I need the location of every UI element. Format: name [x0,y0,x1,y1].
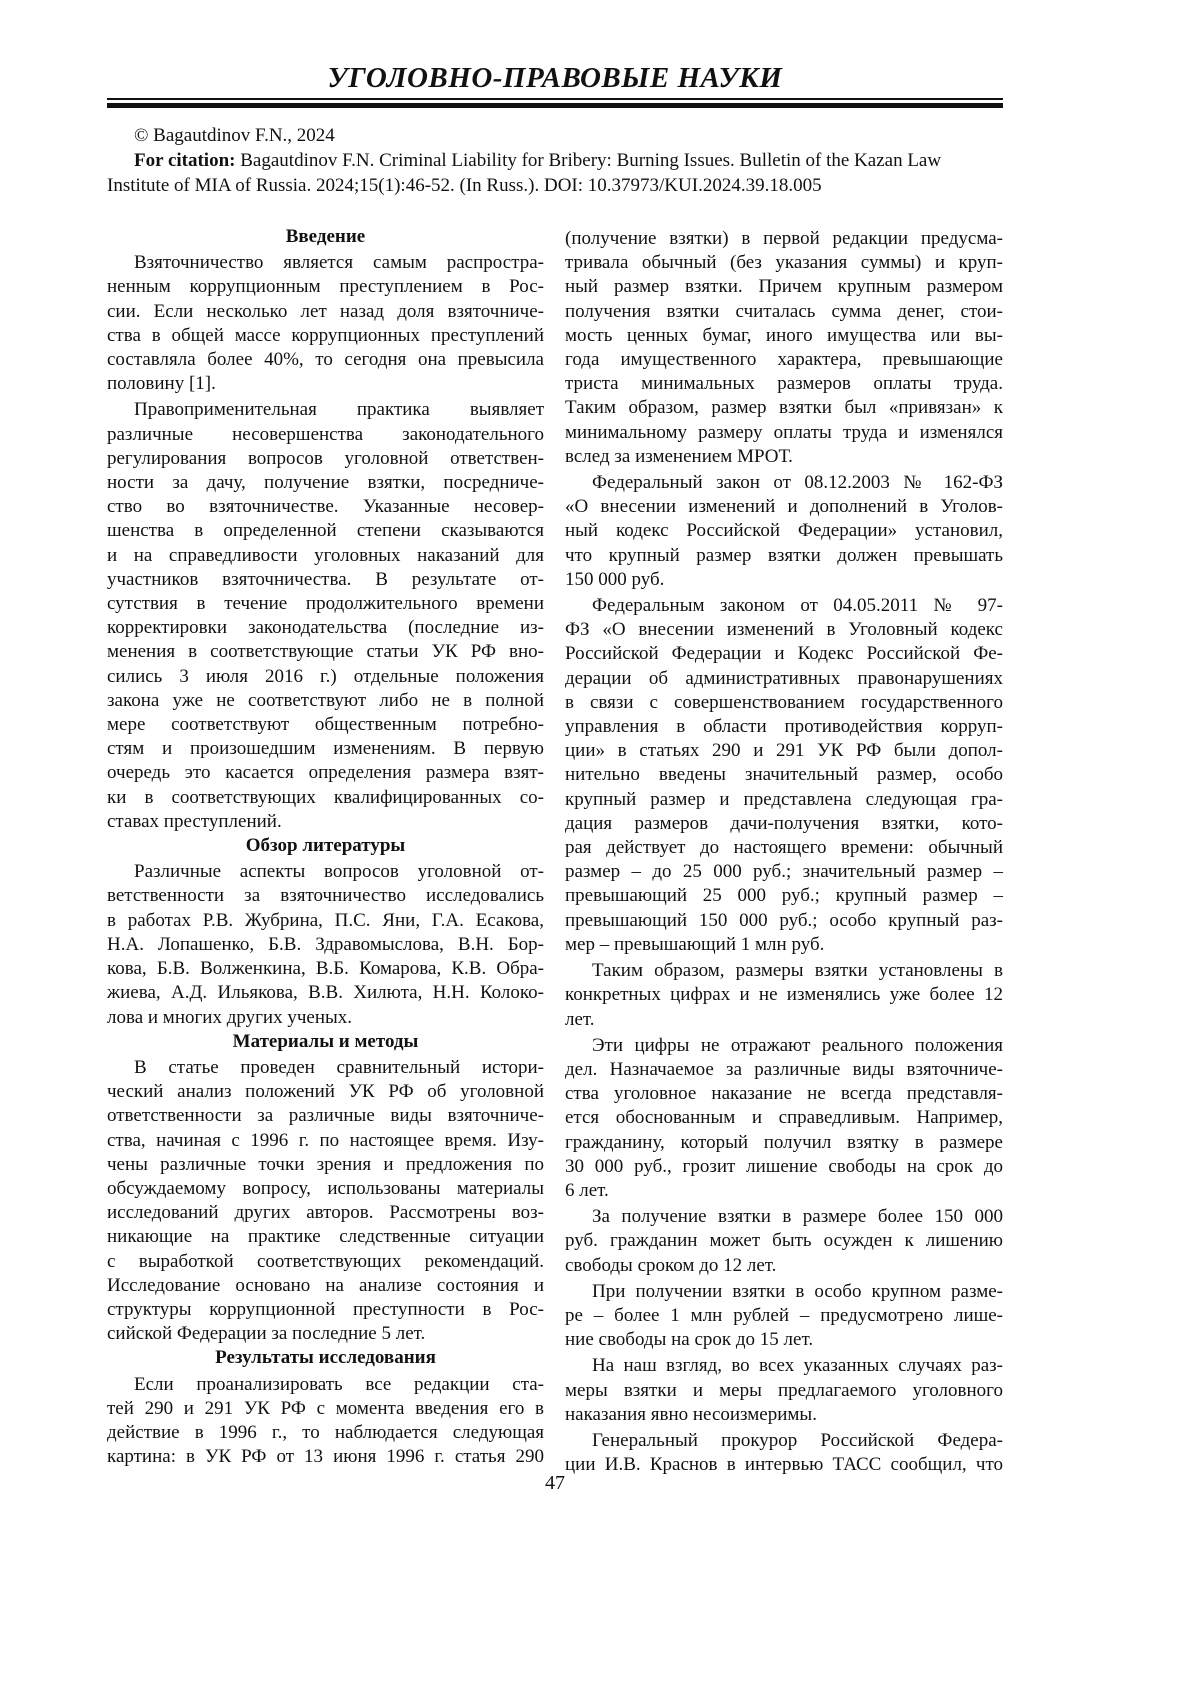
text-line: сии. Если несколько лет назад доля взяточниче- [107,300,544,324]
text-line: мость ценных бумаг, иного имущества или вы- [565,324,1003,348]
text-line: структуры коррупционной преступности в Рос- [107,1298,544,1322]
text-line: свободы сроком до 12 лет. [565,1254,1003,1278]
text-line: ства уголовное наказание не всегда представля- [565,1082,1003,1106]
text-line: обсуждаемому вопросу, использованы материалы [107,1177,544,1201]
text-line: что крупный размер взятки должен превышать [565,544,1003,568]
text-line: исследований других авторов. Рассмотрены воз- [107,1201,544,1225]
text-line: крупный размер и представлена следующая гра- [565,788,1003,812]
text-line: лет. [565,1008,1003,1032]
text-line: в связи с совершенствованием государственного [565,691,1003,715]
text-line: ре – более 1 млн рублей – предусмотрено лише- [565,1304,1003,1328]
text-line: ции» в статьях 290 и 291 УК РФ были допол- [565,739,1003,763]
section-heading: Материалы и методы [107,1030,544,1054]
text-line: получения взятки считалась сумма денег, стои- [565,300,1003,324]
page-number: 47 [107,1472,1003,1495]
text-line: ный кодекс Российской Федерации» установил, [565,519,1003,543]
text-line: рая действует до настоящего времени: обычный [565,836,1003,860]
header-rule-thin [107,98,1003,100]
paragraph [565,959,1003,1032]
text-line: ки в соответствующих квалифицированных со- [107,786,544,810]
text-line: различные несовершенства законодательного [107,423,544,447]
text-line: Правоприменительная практика выявляет [107,398,544,422]
text-line: никающие на практике следственные ситуации [107,1225,544,1249]
text-line: конкретных цифрах и не изменялись уже более 12 [565,983,1003,1007]
citation-line [107,148,1003,173]
citation-label: For citation: [134,150,236,171]
text-line: Если проанализировать все редакции ста- [107,1373,544,1397]
text-line: На наш взгляд, во всех указанных случаях раз- [565,1354,1003,1378]
paragraph [565,594,1003,957]
text-line: 150 000 руб. [565,568,1003,592]
text-line: Различные аспекты вопросов уголовной от- [107,860,544,884]
text-line: При получении взятки в особо крупном разме- [565,1280,1003,1304]
text-line: действие в 1996 г., то наблюдается следующая [107,1421,544,1445]
text-line: половину [1]. [107,372,544,396]
text-line: регулирования вопросов уголовной ответствен- [107,447,544,471]
text-line: Федеральным законом от 04.05.2011 № 97- [565,594,1003,618]
section-title: УГОЛОВНО-ПРАВОВЫЕ НАУКИ [107,62,1003,95]
text-line: гражданину, который получил взятку в размере [565,1131,1003,1155]
paragraph [107,1373,544,1470]
text-line: В статье проведен сравнительный истори- [107,1056,544,1080]
text-line: ческий анализ положений УК РФ об уголовной [107,1080,544,1104]
paragraph [565,1034,1003,1203]
paragraph [107,860,544,1029]
text-line: Взяточничество является самым распростра- [107,251,544,275]
text-line: Исследование основано на анализе состояния и [107,1274,544,1298]
text-line: «О внесении изменений и дополнений в Уголов- [565,495,1003,519]
paragraph [565,1205,1003,1278]
text-line: очередь это касается определения размера взят- [107,761,544,785]
paragraph [565,471,1003,592]
text-line: картина: в УК РФ от 13 июня 1996 г. статья 290 [107,1445,544,1469]
text-line: ции И.В. Краснов в интервью ТАСС сообщил, что [565,1453,1003,1477]
text-line: дация размеров дачи-получения взятки, кото- [565,812,1003,836]
text-line: составляла более 40%, то сегодня она превысила [107,348,544,372]
text-line: в работах Р.В. Жубрина, П.С. Яни, Г.А. Есакова, [107,909,544,933]
text-line: Эти цифры не отражают реального положения [565,1034,1003,1058]
text-line: дерации об административных правонарушениях [565,667,1003,691]
text-line: ние свободы на срок до 15 лет. [565,1328,1003,1352]
citation-text-1: Bagautdinov F.N. Criminal Liability for Bribery: Burning Issues. Bulletin of the Kazan Law [236,150,942,171]
text-line: ства, начиная с 1996 г. по настоящее время. Изу- [107,1129,544,1153]
paragraph [565,1280,1003,1353]
text-line: корректировки законодательства (последние из- [107,616,544,640]
text-line: сийской Федерации за последние 5 лет. [107,1322,544,1346]
right-column [565,225,1003,1477]
citation-text-2: Institute of MIA of Russia. 2024;15(1):46-52. (In Russ.). DOI: 10.37973/KUI.2024.39.18.005 [107,173,1003,198]
text-line: меры взятки и меры предлагаемого уголовного [565,1379,1003,1403]
text-line: ности за дачу, получение взятки, посредниче- [107,471,544,495]
text-line: ставах преступлений. [107,810,544,834]
text-line: наказания явно несоизмеримы. [565,1403,1003,1427]
text-line: дел. Назначаемое за различные виды взяточниче- [565,1058,1003,1082]
paragraph [107,398,544,834]
text-line: размер – до 25 000 руб.; значительный размер – [565,860,1003,884]
paragraph [107,1056,544,1346]
text-line: тей 290 и 291 УК РФ с момента введения его в [107,1397,544,1421]
text-line: ный размер взятки. Причем крупным размером [565,275,1003,299]
paragraph [565,1354,1003,1427]
text-line: вслед за изменением МРОТ. [565,445,1003,469]
text-line: жиева, А.Д. Ильякова, В.В. Хилюта, Н.Н. Колоко- [107,981,544,1005]
text-line: Н.А. Лопашенко, Б.В. Здравомыслова, В.Н. Бор- [107,933,544,957]
paragraph [565,227,1003,469]
section-heading: Результаты исследования [107,1346,544,1370]
header-rule-thick [107,103,1003,108]
text-line: участников взяточничества. В результате от- [107,568,544,592]
text-line: мере соответствуют общественным потребно- [107,713,544,737]
text-line: превышающий 150 000 руб.; особо крупный раз- [565,909,1003,933]
text-line: минимальному размеру оплаты труда и изменялся [565,421,1003,445]
text-line: ФЗ «О внесении изменений в Уголовный кодекс [565,618,1003,642]
text-line: ство во взяточничестве. Указанные несовер- [107,495,544,519]
text-line: с выработкой соответствующих рекомендаций. [107,1250,544,1274]
text-line: лова и многих других ученых. [107,1006,544,1030]
text-line: нительно введены значительный размер, особо [565,763,1003,787]
text-line: Федеральный закон от 08.12.2003 № 162-ФЗ [565,471,1003,495]
text-line: ветственности за взяточничество исследовались [107,884,544,908]
copyright-line: © Bagautdinov F.N., 2024 [107,123,1003,148]
text-line: кова, Б.В. Волженкина, В.Б. Комарова, К.В. Обра- [107,957,544,981]
text-line: ется обоснованным и справедливым. Например, [565,1106,1003,1130]
text-line: (получение взятки) в первой редакции предусма- [565,227,1003,251]
text-line: стям и произошедшим изменениям. В первую [107,737,544,761]
left-column [107,225,544,1469]
paragraph [565,1429,1003,1477]
text-line: тривала обычный (без указания суммы) и круп- [565,251,1003,275]
text-line: закона уже не соответствуют либо не в полной [107,689,544,713]
text-line: 30 000 руб., грозит лишение свободы на срок до [565,1155,1003,1179]
text-line: мер – превышающий 1 млн руб. [565,933,1003,957]
text-line: ответственности за различные виды взяточниче- [107,1104,544,1128]
text-line: Таким образом, размеры взятки установлены в [565,959,1003,983]
text-line: шенства в определенной степени сказываются [107,519,544,543]
text-line: менения в соответствующие статьи УК РФ вно- [107,640,544,664]
text-line: превышающий 25 000 руб.; крупный размер – [565,884,1003,908]
citation-block [107,123,1003,198]
text-line: Генеральный прокурор Российской Федера- [565,1429,1003,1453]
paragraph [107,251,544,396]
text-line: чены различные точки зрения и предложения по [107,1153,544,1177]
text-line: сутствия в течение продолжительного времени [107,592,544,616]
text-line: ства в общей массе коррупционных преступлений [107,324,544,348]
text-line: ненным коррупционным преступлением в Рос- [107,275,544,299]
section-heading: Обзор литературы [107,834,544,858]
text-line: Российской Федерации и Кодекс Российской Фе- [565,642,1003,666]
text-line: сились 3 июля 2016 г.) отдельные положения [107,665,544,689]
text-line: За получение взятки в размере более 150 000 [565,1205,1003,1229]
text-line: Таким образом, размер взятки был «привязан» к [565,396,1003,420]
text-line: триста минимальных размеров оплаты труда. [565,372,1003,396]
text-line: руб. гражданин может быть осужден к лишению [565,1229,1003,1253]
text-line: 6 лет. [565,1179,1003,1203]
section-heading: Введение [107,225,544,249]
text-line: года имущественного характера, превышающие [565,348,1003,372]
text-line: и на справедливости уголовных наказаний для [107,544,544,568]
text-line: управления в области противодействия корруп- [565,715,1003,739]
